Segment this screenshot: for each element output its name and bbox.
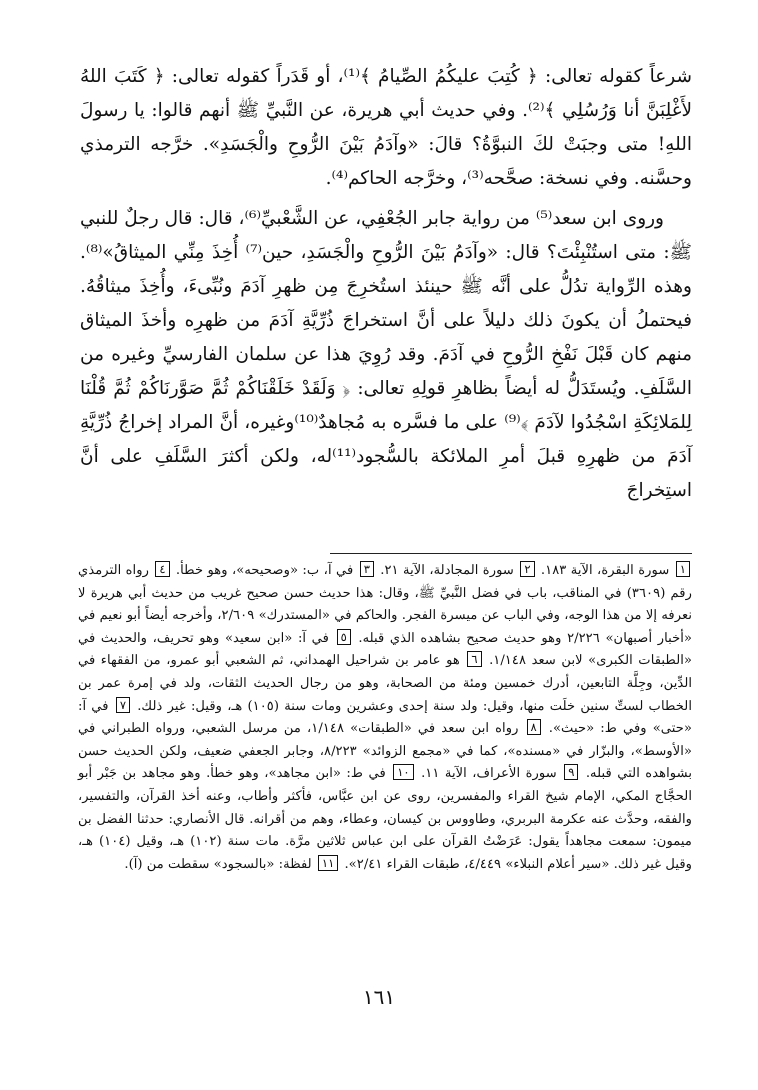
footnote-number: ٩ xyxy=(564,764,578,780)
footnote-number: ٦ xyxy=(467,651,481,667)
footnote-3 xyxy=(176,563,376,578)
footnote-text: في آ: «حتى» وفي ط: «حيث». xyxy=(78,698,692,737)
footnote-text: سورة البقرة، الآية ١٨٣. xyxy=(540,563,670,578)
footnote-number: ٣ xyxy=(360,561,374,577)
footnote-11 xyxy=(124,857,340,872)
footnote-1 xyxy=(541,563,692,578)
footnotes-paragraph xyxy=(78,560,692,876)
page-number: ١٦١ xyxy=(362,985,396,1009)
footnote-text: في آ، ب: «وصحيحه»، وهو خطأ. xyxy=(175,563,354,578)
footnote-number: ١١ xyxy=(318,855,338,871)
footnote-text: رواه ابن سعد في «الطبقات» ١/١٤٨، من مرسل الشعبي، ورواه الطبراني في «الأوسط»، والبزّار في «مسنده»، كما في «مجمع الزوائد» ٨/٢٢٣، وجابر الجعفي ضعيف، ولكن الحديث حسن بشواهده التي قبله. xyxy=(78,721,693,782)
main-text xyxy=(80,60,692,514)
footnote-number: ٧ xyxy=(116,697,130,713)
footnote-number: ٢ xyxy=(520,561,534,577)
footnote-number: ١٠ xyxy=(393,764,413,780)
footnote-9 xyxy=(421,766,580,781)
footnote-number: ٨ xyxy=(527,719,541,735)
footnote-text: سورة الأعراف، الآية ١١. xyxy=(421,766,557,782)
paragraph-2: وروى ابن سعد⁽⁵⁾ من رواية جابر الجُعْفِي، عن الشَّعْبيِّ⁽⁶⁾، قال: قال رجلٌ للنبي ﷺ: متى استُنْبِئْتَ؟ قال: «وآدَمُ بَيْنَ الرُّوحِ والْجَسَدِ، حين⁽⁷⁾ أُخِذَ مِنِّي الميثاقُ»⁽⁸⁾. وهذه الرِّواية تدُلُّ على أنَّه ﷺ حينئذ استُخرِجَ مِن ظهرِ آدَمَ ونُبِّىءَ، وأُخِذَ ميثاقُهُ. فيحتملُ أن يكونَ ذلك دليلاً على أنَّ استخراجَ ذُرِّيَّةِ آدَمَ من ظهرِه وأخذَ الميثاق منهم كان قَبْلَ نَفْخِ الرُّوحِ في آدَمَ. وقد رُوِيَ هذا عن سلمان الفارسيِّ وغيره من السَّلَفِ. ويُستَدَلُّ له أيضاً بظاهرِ قولِهِ تعالى: ﴿ وَلَقَدْ خَلَقْنَاكُمْ ثُمَّ صَوَّرنَاكُمْ ثُمَّ قُلْنَا لِلمَلائِكَةِ اسْجُدُوا لآدَمَ ﴾⁽⁹⁾ على ما فسَّره به مُجاهدٌ⁽¹⁰⁾وغيره، أنَّ المراد إخراجُ ذُرِّيَّةِ آدَمَ من ظهرِهِ قبلَ أمرِ الملائكة بالسُّجود⁽¹¹⁾له، ولكن أكثرَ السَّلَفِ على أنَّ استِخراجَ xyxy=(80,208,693,501)
footnote-text: في ط: «ابن مجاهد»، وهو خطأ. وهو مجاهد بن جَبْر أبو الحجَّاج المكي، الإمام شيخ القراء والمفسرين، روى عن ابن عبَّاس، فأكثر وأطاب، وعنه أخذ القرآن، والتفسير، والفقه، وحدَّث عنه عكرمة البربري، وطاووس بن كيسان، وعطاء، وهم من أقرانه. قال الأنصاري: حدثنا الفضل بن ميمون: سمعت مجاهداً يقول: عَرَضْتُ القرآن على ابن عباس ثلاثين مرَّة. مات سنة (١٠٢) هـ، وقيل (١٠٤) هـ، وقيل غير ذلك. «سير أعلام النبلاء» ٤/٤٤٩، طبقات القراء ٢/٤١». xyxy=(78,766,692,872)
footnote-number: ٤ xyxy=(155,561,169,577)
footnote-2 xyxy=(380,563,536,578)
footnote-text: في آ: «ابن سعيد» وهو تحريف، والحديث في «الطبقات الكبرى» لابن سعد ١/١٤٨. xyxy=(78,630,692,669)
footnote-text: هو عامر بن شراحيل الهمداني، ثم الشعبي أبو عمرو، من الفقهاء في الدِّين، وجِلَّة التابعين، أدرك خمسين ومئة من الصحابة، وهو من رجال الحديث الثقات، ولد في إمرة عمر بن الخطاب لستِّ سنين خلَت منها، وقيل: ولد سنة إحدى وعشرين ومات سنة (١٠٥) هـ، وقيل: غير ذلك. xyxy=(78,653,692,714)
footnote-number: ٥ xyxy=(337,629,351,645)
footnotes xyxy=(78,560,692,876)
footnote-text: رواه الترمذي رقم (٣٦٠٩) في المناقب، باب في فضل النَّبيِّ ﷺ، وقال: هذا حديث حسن صحيح غريب من حديث أبي هريرة لا نعرفه إلا من هذا الوجه، وفي الباب عن ميسرة الفجر. والحاكم في «المستدرك» ٢/٦٠٩، وأخرجه أيضاً أبو نعيم في «أخبار أصبهان» ٢/٢٢٦ وهو حديث صحيح بشاهده الذي قبله. xyxy=(78,563,693,646)
footnote-separator xyxy=(330,553,692,554)
footnote-number: ١ xyxy=(676,561,690,577)
paragraph-1: شرعاً كقوله تعالى: ﴿ كُتِبَ عليكُمُ الصِّيامُ ﴾⁽¹⁾، أو قَدَراً كقوله تعالى: ﴿ كَتَبَ اللهُ لأَغْلِبَنَّ أنا وَرُسُلِي ﴾⁽²⁾. وفي حديث أبي هريرة، عن النَّبيِّ ﷺ أنهم قالوا: يا رسولَ اللهِ! متى وجبَتْ لكَ النبوَّةُ؟ قالَ: «وآدَمُ بَيْنَ الرُّوحِ والْجَسَدِ». خرَّجه الترمذي وحسَّنه. وفي نسخة: صحَّحه⁽³⁾، وخرَّجه الحاكم⁽⁴⁾. xyxy=(80,66,693,189)
footnote-text: لفظة: «بالسجود» سقطت من (آ). xyxy=(124,856,312,872)
footnote-text: سورة المجادلة، الآية ٢١. xyxy=(380,563,514,578)
